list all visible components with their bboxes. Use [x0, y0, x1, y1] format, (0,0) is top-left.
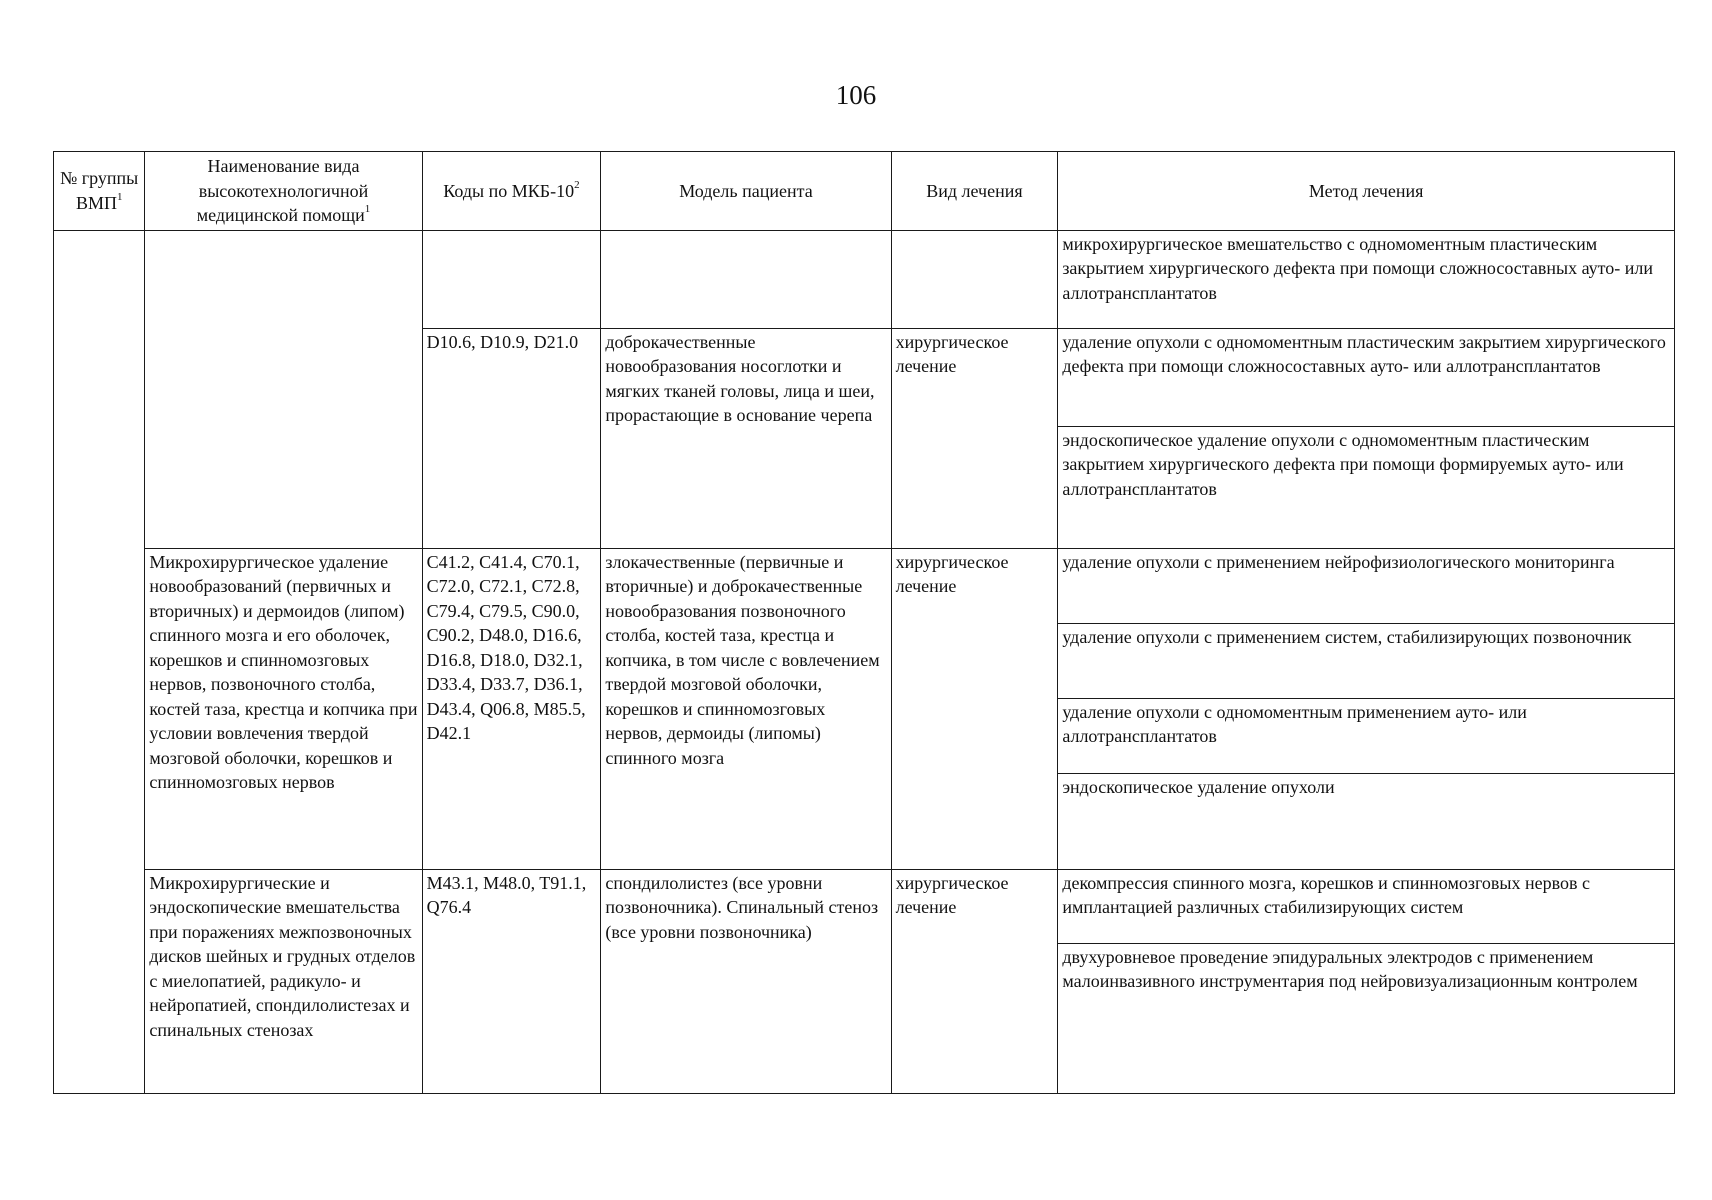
- header-group-number: № группы ВМП$^1$: [54, 152, 145, 231]
- header-icd-codes: Коды по МКБ-$10^2$: [422, 152, 601, 231]
- patient-model-cell: спондилолистез (все уровни позвоночника). Спинальный стеноз (все уровни позвоночника): [601, 869, 891, 1093]
- icd-codes-cell: M43.1, M48.0, T91.1, Q76.4: [422, 869, 601, 1093]
- method-cell: двухуровневое проведение эпидуральных электродов с применением малоинвазивного инструментария под нейровизуализационным контролем: [1058, 943, 1675, 1093]
- method-cell: удаление опухоли с применением нейрофизиологического мониторинга: [1058, 548, 1675, 623]
- icd-codes-cell: D10.6, D10.9, D21.0: [422, 328, 601, 548]
- table-row: [54, 548, 1675, 623]
- table-row: [54, 869, 1675, 943]
- method-cell: микрохирургическое вмешательство с одномоментным пластическим закрытием хирургического дефекта при помощи сложносоставных ауто- или аллотрансплантатов: [1058, 230, 1675, 328]
- group-number-cell: [54, 230, 145, 1093]
- table-row: [54, 230, 1675, 328]
- patient-model-cell: доброкачественные новообразования носоглотки и мягких тканей головы, лица и шеи, прорастающие в основание черепа: [601, 328, 891, 548]
- vmp-table: [53, 151, 1675, 1094]
- care-type-cell: Микрохирургическое удаление новообразований (первичных и вторичных) и дермоидов (липом) спинного мозга и его оболочек, корешков и спинномозговых нервов, позвоночного столба, костей таза, крестца и копчика при условии вовлечения твердой мозговой оболочки, корешков и спинномозговых нервов: [145, 548, 422, 869]
- icd-codes-cell: C41.2, C41.4, C70.1, C72.0, C72.1, C72.8, C79.4, C79.5, C90.0, C90.2, D48.0, D16.6, D16.8, D18.0, D32.1, D33.4, D33.7, D36.1, D43.4, Q06.8, M85.5, D42.1: [422, 548, 601, 869]
- header-care-type: Наименование вида высокотехнологичной медицинской помощи$^1$: [145, 152, 422, 231]
- header-patient-model: Модель пациента: [601, 152, 891, 231]
- method-cell: удаление опухоли с одномоментным применением ауто- или аллотрансплантатов: [1058, 698, 1675, 773]
- treatment-type-cell: хирургическое лечение: [891, 328, 1058, 548]
- table-header-row: [54, 152, 1675, 231]
- header-treatment-type: Вид лечения: [891, 152, 1058, 231]
- care-type-cell: [145, 230, 422, 548]
- treatment-type-cell: хирургическое лечение: [891, 548, 1058, 869]
- method-cell: декомпрессия спинного мозга, корешков и спинномозговых нервов с имплантацией различных стабилизирующих систем: [1058, 869, 1675, 943]
- header-treatment-method: Метод лечения: [1058, 152, 1675, 231]
- page-number: 106: [835, 80, 877, 110]
- icd-codes-cell: [422, 230, 601, 328]
- patient-model-cell: злокачественные (первичные и вторичные) и доброкачественные новообразования позвоночного столба, костей таза, крестца и копчика, в том числе с вовлечением твердой мозговой оболочки, корешков и спинномозговых нервов, дермоиды (липомы) спинного мозга: [601, 548, 891, 869]
- patient-model-cell: [601, 230, 891, 328]
- treatment-type-cell: хирургическое лечение: [891, 869, 1058, 1093]
- method-cell: эндоскопическое удаление опухоли с одномоментным пластическим закрытием хирургического дефекта при помощи формируемых ауто- или аллотрансплантатов: [1058, 426, 1675, 548]
- method-cell: удаление опухоли с одномоментным пластическим закрытием хирургического дефекта при помощи сложносоставных ауто- или аллотрансплантатов: [1058, 328, 1675, 426]
- method-cell: эндоскопическое удаление опухоли: [1058, 773, 1675, 869]
- treatment-type-cell: [891, 230, 1058, 328]
- care-type-cell: Микрохирургические и эндоскопические вмешательства при поражениях межпозвоночных дисков шейных и грудных отделов с миелопатией, радикуло- и нейропатией, спондилолистезах и спинальных стенозах: [145, 869, 422, 1093]
- method-cell: удаление опухоли с применением систем, стабилизирующих позвоночник: [1058, 623, 1675, 698]
